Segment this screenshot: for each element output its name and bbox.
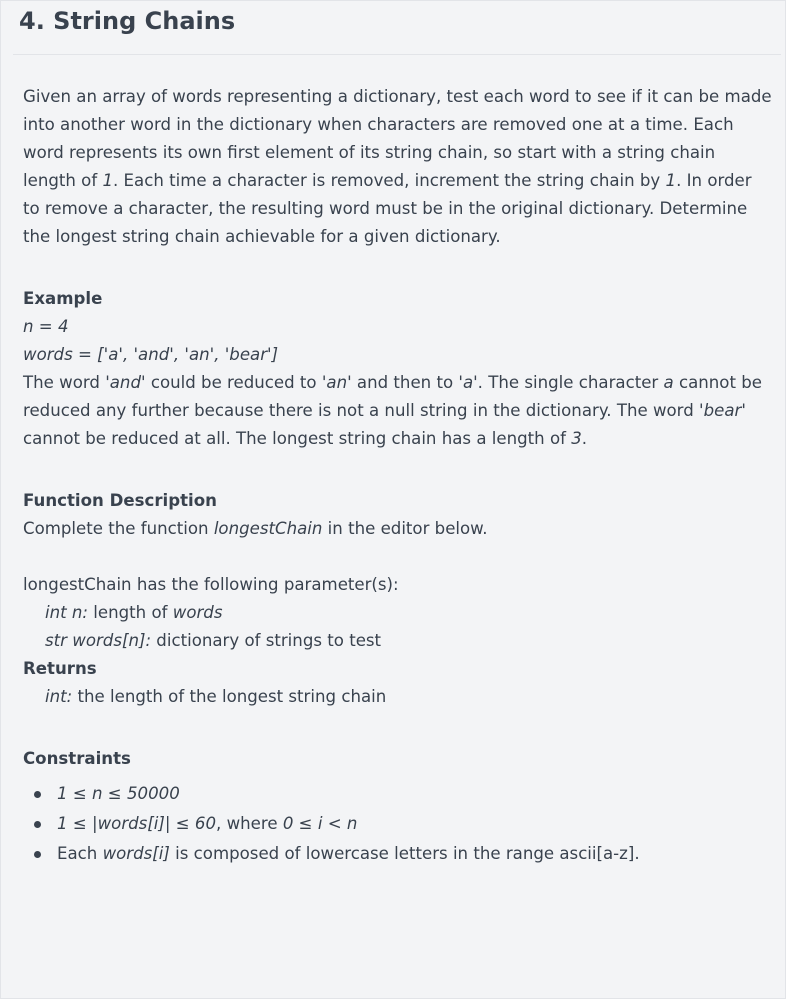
returns-heading: Returns: [23, 659, 97, 678]
example-n: n = 4: [23, 317, 69, 336]
title-divider: [13, 54, 781, 55]
spacer: [23, 543, 773, 571]
constraints-list: [23, 779, 773, 869]
constraint-item: Each words[i] is composed of lowercase letters in the range ascii[a-z].: [23, 839, 773, 869]
function-description-heading: Function Description: [23, 491, 217, 510]
parameters-intro: longestChain has the following parameter(s):: [23, 575, 399, 594]
problem-title: 4. String Chains: [19, 7, 236, 35]
example-words: words = ['a', 'and', 'an', 'bear']: [23, 345, 279, 364]
constraints-heading: Constraints: [23, 749, 131, 768]
problem-statement: [23, 83, 773, 869]
example-heading: Example: [23, 289, 103, 308]
description-paragraph: Given an array of words representing a dictionary, test each word to see if it can be made into another word in the dictionary when characters are removed one at a time. Each word represents its own first element of its string chain, so start with a string chain length of 1. Each time a character is removed, increment the string chain by 1. In order to remove a character, the resulting word must be in the original dictionary. Determine the longest string chain achievable for a given dictionary.: [23, 87, 772, 246]
constraint-item: 1 ≤ |words[i]| ≤ 60, where 0 ≤ i < n: [23, 809, 773, 839]
constraint-item: 1 ≤ n ≤ 50000: [23, 779, 773, 809]
function-description-text: Complete the function longestChain in the editor below.: [23, 519, 488, 538]
returns-text: int: the length of the longest string chain: [45, 687, 387, 706]
parameter-n: int n: length of words: [45, 603, 223, 622]
example-explanation: The word 'and' could be reduced to 'an' and then to 'a'. The single character a cannot be reduced any further because there is not a null string in the dictionary. The word 'bear' cannot be reduced at all. The longest string chain has a length of 3.: [23, 373, 762, 448]
parameter-words: str words[n]: dictionary of strings to test: [45, 631, 382, 650]
